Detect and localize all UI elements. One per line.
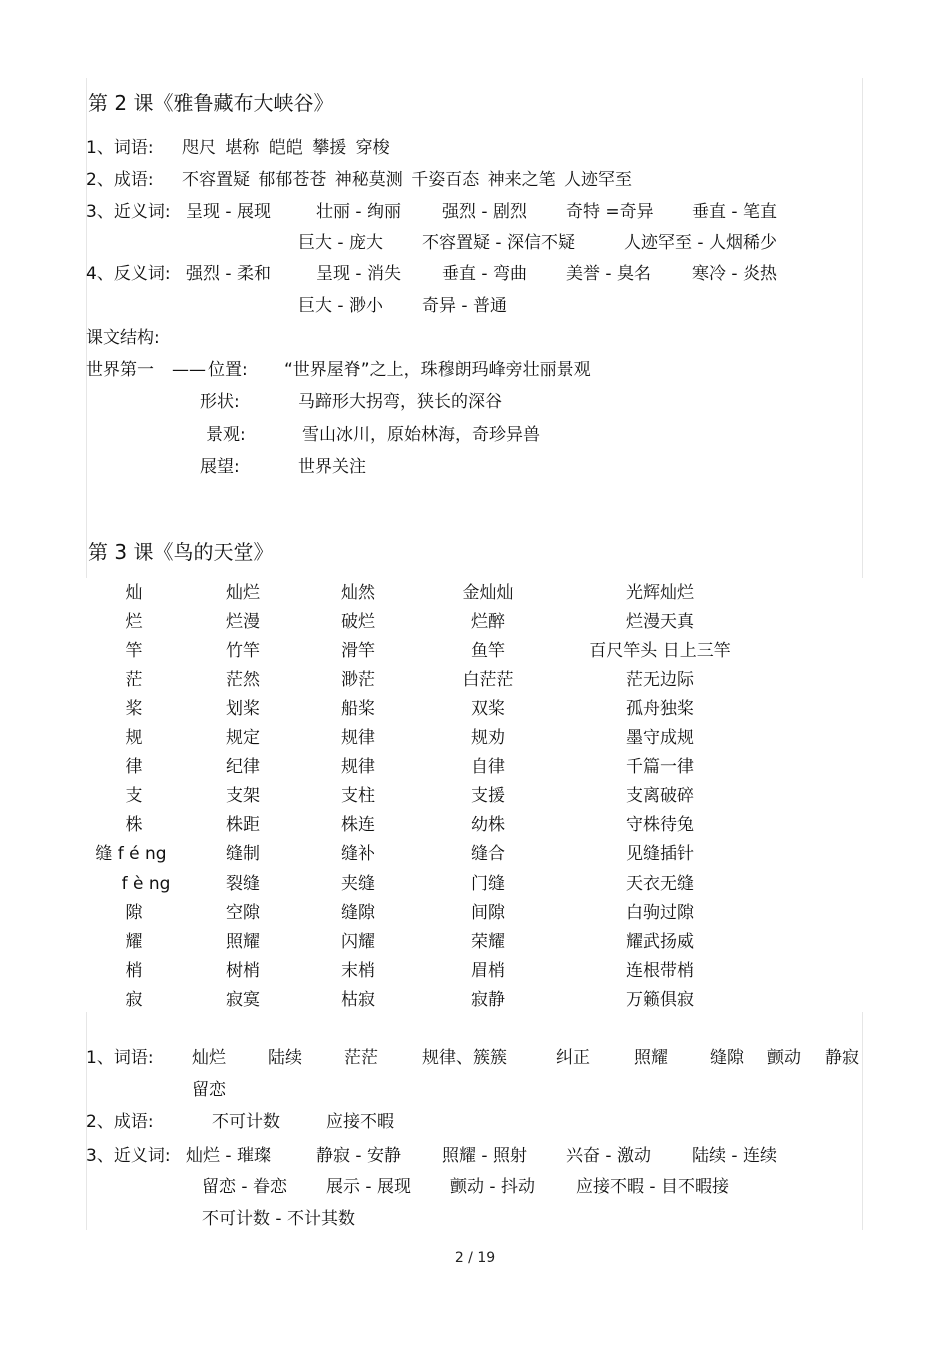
lesson3-ciyu-item: 陆续 bbox=[268, 1048, 302, 1068]
lesson2-jinyi-item: 不容置疑 - 深信不疑 bbox=[422, 233, 575, 253]
lesson2-fanyi-item: 奇异 - 普通 bbox=[422, 296, 507, 316]
structure-value: 马蹄形大拐弯，狭长的深谷 bbox=[298, 392, 502, 412]
structure-key: 展望: bbox=[200, 457, 240, 477]
vocab-word: 白驹过隙 bbox=[626, 902, 694, 923]
lesson3-jinyi-item: 照耀 - 照射 bbox=[442, 1146, 527, 1166]
vocab-word: 千篇一律 bbox=[626, 757, 694, 778]
lesson2-jinyi-item: 奇特 =奇异 bbox=[566, 202, 654, 222]
lesson3-jinyi-item: 陆续 - 连续 bbox=[692, 1146, 777, 1166]
vocab-word: 耀武扬威 bbox=[626, 931, 694, 952]
vocab-word: 荣耀 bbox=[471, 931, 505, 952]
vocab-word: 见缝插针 bbox=[626, 844, 694, 865]
lesson2-chengyu-label: 2、成语: bbox=[86, 170, 154, 190]
lesson2-jinyi-item: 壮丽 - 绚丽 bbox=[316, 202, 401, 222]
vocab-char: 灿 bbox=[125, 583, 143, 603]
vocab-word: 灿然 bbox=[341, 583, 375, 603]
lesson3-ciyu-item: 灿烂 bbox=[192, 1048, 226, 1068]
vocab-word: 双桨 bbox=[471, 699, 505, 720]
structure-key: 景观: bbox=[206, 425, 246, 445]
vocab-word: 照耀 bbox=[226, 931, 260, 952]
vocab-word: 眉梢 bbox=[471, 960, 505, 981]
vocab-word: 幼株 bbox=[471, 815, 505, 836]
vocab-word: 天衣无缝 bbox=[626, 873, 694, 894]
vocab-word: 连根带梢 bbox=[626, 960, 694, 981]
lesson3-jinyi-item: 展示 - 展现 bbox=[326, 1177, 411, 1197]
vocab-char: f è ng bbox=[121, 873, 171, 894]
vocab-word: 金灿灿 bbox=[462, 583, 514, 603]
vocab-word: 烂漫天真 bbox=[626, 612, 694, 633]
lesson2-fanyi-label: 4、反义词: bbox=[86, 264, 171, 284]
vocab-word: 纪律 bbox=[226, 757, 260, 778]
frame-line-right bbox=[862, 78, 863, 578]
structure-key: 形状: bbox=[200, 392, 240, 412]
vocab-char: 竿 bbox=[125, 641, 143, 662]
lesson3-jinyi-item: 不可计数 - 不计其数 bbox=[202, 1209, 355, 1229]
vocab-word: 缝制 bbox=[226, 844, 260, 865]
vocab-char: 茫 bbox=[125, 670, 143, 691]
vocab-word: 船桨 bbox=[341, 699, 375, 720]
vocab-word: 门缝 bbox=[471, 873, 505, 894]
vocab-word: 缝补 bbox=[341, 844, 375, 865]
vocab-word: 枯寂 bbox=[341, 989, 375, 1010]
frame-line-right-lower bbox=[862, 1012, 863, 1230]
lesson3-chengyu-item: 不可计数 bbox=[212, 1112, 280, 1132]
vocab-word: 裂缝 bbox=[226, 873, 260, 894]
lesson3-ciyu-item: 颤动 bbox=[767, 1048, 801, 1068]
lesson2-fanyi-item: 寒冷 - 炎热 bbox=[692, 264, 777, 284]
vocab-word: 茫然 bbox=[226, 670, 260, 691]
vocab-word: 支架 bbox=[226, 786, 260, 807]
lesson2-jinyi-item: 人迹罕至 - 人烟稀少 bbox=[624, 233, 777, 253]
vocab-word: 间隙 bbox=[471, 902, 505, 923]
lesson3-ciyu-item: 纠正 bbox=[556, 1048, 590, 1068]
vocab-char: 律 bbox=[125, 757, 143, 778]
lesson2-ciyu-label: 1、词语: bbox=[86, 138, 154, 158]
vocab-word: 滑竿 bbox=[341, 641, 375, 662]
vocab-word: 规律 bbox=[341, 728, 375, 749]
vocab-word: 万籁俱寂 bbox=[626, 989, 694, 1010]
structure-value: “世界屋脊”之上，珠穆朗玛峰旁壮丽景观 bbox=[284, 360, 591, 380]
vocab-char: 梢 bbox=[125, 960, 143, 981]
structure-key: 位置: bbox=[208, 360, 248, 380]
vocab-word: 闪耀 bbox=[341, 931, 375, 952]
lesson3-jinyi-item: 应接不暇 - 目不暇接 bbox=[576, 1177, 729, 1197]
lesson2-jinyi-item: 呈现 - 展现 bbox=[186, 202, 271, 222]
vocab-word: 鱼竿 bbox=[471, 641, 505, 662]
vocab-char: 寂 bbox=[125, 989, 143, 1010]
lesson3-jinyi-item: 兴奋 - 激动 bbox=[566, 1146, 651, 1166]
vocab-word: 缝隙 bbox=[341, 902, 375, 923]
vocab-word: 百尺竿头 日上三竿 bbox=[589, 641, 731, 662]
vocab-word: 烂漫 bbox=[226, 612, 260, 633]
lesson3-ciyu-item: 留恋 bbox=[192, 1080, 226, 1100]
vocab-word: 株连 bbox=[341, 815, 375, 836]
vocab-word: 墨守成规 bbox=[626, 728, 694, 749]
vocab-char: 缝 f é ng bbox=[95, 844, 167, 865]
lesson3-ciyu-item: 规律、簇簇 bbox=[422, 1048, 507, 1068]
lesson2-structure-dash: —— bbox=[172, 360, 206, 380]
lesson2-chengyu: 不容置疑 郁郁苍苍 神秘莫测 千姿百态 神来之笔 人迹罕至 bbox=[182, 170, 633, 190]
vocab-char: 株 bbox=[125, 815, 143, 836]
vocab-word: 末梢 bbox=[341, 960, 375, 981]
vocab-word: 灿烂 bbox=[226, 583, 260, 603]
vocab-word: 茫无边际 bbox=[626, 670, 694, 691]
vocab-word: 规律 bbox=[341, 757, 375, 778]
vocab-word: 缝合 bbox=[471, 844, 505, 865]
vocab-word: 渺茫 bbox=[341, 670, 375, 691]
vocab-word: 划桨 bbox=[226, 699, 260, 720]
vocab-word: 株距 bbox=[226, 815, 260, 836]
vocab-word: 规定 bbox=[226, 728, 260, 749]
lesson2-title: 第 2 课《雅鲁藏布大峡谷》 bbox=[88, 91, 334, 115]
vocab-word: 规劝 bbox=[471, 728, 505, 749]
lesson3-jinyi-item: 留恋 - 眷恋 bbox=[202, 1177, 287, 1197]
lesson3-ciyu-item: 静寂 bbox=[825, 1048, 859, 1068]
vocab-word: 支柱 bbox=[341, 786, 375, 807]
structure-value: 雪山冰川，原始林海，奇珍异兽 bbox=[302, 425, 540, 445]
lesson3-ciyu-item: 缝隙 bbox=[710, 1048, 744, 1068]
vocab-word: 孤舟独桨 bbox=[626, 699, 694, 720]
lesson3-chengyu-item: 应接不暇 bbox=[326, 1112, 394, 1132]
lesson2-ciyu: 咫尺 堪称 皑皑 攀援 穿梭 bbox=[182, 138, 390, 158]
vocab-word: 自律 bbox=[471, 757, 505, 778]
vocab-word: 破烂 bbox=[341, 612, 375, 633]
lesson3-jinyi-label: 3、近义词: bbox=[86, 1146, 171, 1166]
lesson2-fanyi-item: 巨大 - 渺小 bbox=[298, 296, 383, 316]
structure-value: 世界关注 bbox=[298, 457, 366, 477]
vocab-word: 白茫茫 bbox=[462, 670, 514, 691]
lesson3-jinyi-item: 静寂 - 安静 bbox=[316, 1146, 401, 1166]
lesson2-fanyi-item: 垂直 - 弯曲 bbox=[442, 264, 527, 284]
vocab-word: 支离破碎 bbox=[626, 786, 694, 807]
lesson3-ciyu-label: 1、词语: bbox=[86, 1048, 154, 1068]
vocab-word: 寂静 bbox=[471, 989, 505, 1010]
vocab-char: 隙 bbox=[125, 902, 143, 923]
vocab-char: 支 bbox=[125, 786, 143, 807]
lesson2-jinyi-label: 3、近义词: bbox=[86, 202, 171, 222]
lesson2-fanyi-item: 呈现 - 消失 bbox=[316, 264, 401, 284]
vocab-word: 树梢 bbox=[226, 960, 260, 981]
lesson2-jinyi-item: 垂直 - 笔直 bbox=[692, 202, 777, 222]
lesson2-fanyi-item: 美誉 - 臭名 bbox=[566, 264, 651, 284]
lesson3-chengyu-label: 2、成语: bbox=[86, 1112, 154, 1132]
vocab-word: 守株待兔 bbox=[626, 815, 694, 836]
vocab-word: 光辉灿烂 bbox=[626, 583, 694, 603]
page-number: 2 / 19 bbox=[454, 1250, 496, 1266]
vocab-word: 寂寞 bbox=[226, 989, 260, 1010]
vocab-word: 竹竿 bbox=[226, 641, 260, 662]
lesson3-jinyi-item: 颤动 - 抖动 bbox=[450, 1177, 535, 1197]
vocab-char: 烂 bbox=[125, 612, 143, 633]
vocab-char: 耀 bbox=[125, 931, 143, 952]
lesson2-jinyi-item: 强烈 - 剧烈 bbox=[442, 202, 527, 222]
lesson2-jinyi-item: 巨大 - 庞大 bbox=[298, 233, 383, 253]
lesson3-title: 第 3 课《鸟的天堂》 bbox=[88, 540, 274, 564]
lesson3-ciyu-item: 照耀 bbox=[634, 1048, 668, 1068]
lesson3-jinyi-item: 灿烂 - 璀璨 bbox=[186, 1146, 271, 1166]
vocab-word: 烂醉 bbox=[471, 612, 505, 633]
vocab-word: 支援 bbox=[471, 786, 505, 807]
lesson3-ciyu-item: 茫茫 bbox=[344, 1048, 378, 1068]
lesson2-structure-head: 世界第一 bbox=[86, 360, 154, 380]
vocab-char: 桨 bbox=[125, 699, 143, 720]
vocab-char: 规 bbox=[125, 728, 143, 749]
vocab-word: 空隙 bbox=[226, 902, 260, 923]
vocab-word: 夹缝 bbox=[341, 873, 375, 894]
lesson2-fanyi-item: 强烈 - 柔和 bbox=[186, 264, 271, 284]
lesson2-structure-label: 课文结构: bbox=[86, 328, 160, 348]
